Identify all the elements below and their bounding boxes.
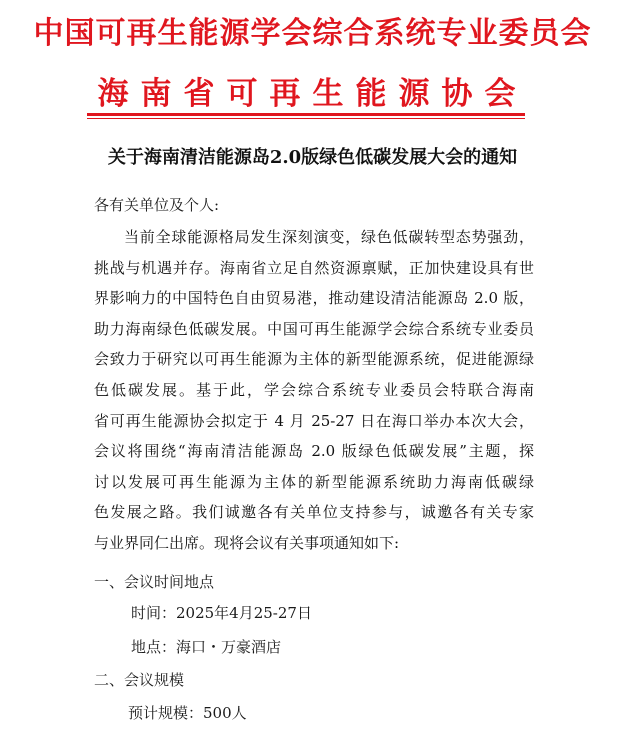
body-line: 助力海南绿色低碳发展。中国可再生能源学会综合系统专业委员 [94,319,534,338]
body-line: 省可再生能源协会拟定于 4 月 25-27 日在海口举办本次大会， [94,411,534,430]
section-heading-scale: 二、会议规模 [94,671,185,689]
meeting-scale: 预计规模：500人 [128,704,247,722]
body-line: 讨以发展可再生能源为主体的新型能源系统助力海南低碳绿 [94,472,534,491]
header-rule-thick [87,113,525,116]
body-line: 与业界同仁出席。现将会议有关事项通知如下: [94,533,400,552]
body-line: 挑战与机遇并存。海南省立足自然资源禀赋，正加快建设具有世 [94,258,534,277]
body-line: 会议将围绕“海南清洁能源岛 2.0 版绿色低碳发展”主题，探 [94,442,534,461]
org-name-primary: 中国可再生能源学会综合系统专业委员会 [33,16,592,51]
greeting: 各有关单位及个人: [94,196,220,214]
meeting-place: 地点：海口・万豪酒店 [131,638,282,656]
body-line: 会致力于研究以可再生能源为主体的新型能源系统，促进能源绿 [94,350,534,369]
notice-title: 关于海南清洁能源岛2.0版绿色低碳发展大会的通知 [107,147,518,168]
meeting-time: 时间：2025年4月25-27日 [131,604,312,622]
body-line: 色低碳发展。基于此，学会综合系统专业委员会特联合海南 [94,380,534,399]
body-line: 当前全球能源格局发生深刻演变，绿色低碳转型态势强劲， [124,228,534,246]
org-name-secondary: 海南省可再生能源协会 [97,76,528,112]
body-paragraph [94,222,534,559]
body-line: 界影响力的中国特色自由贸易港，推动建设清洁能源岛 2.0 版， [94,289,534,308]
section-heading-time-place: 一、会议时间地点 [94,573,215,591]
header-rule-thin [87,118,525,119]
body-line: 色发展之路。我们诚邀各有关单位支持参与，诚邀各有关专家 [94,503,534,522]
